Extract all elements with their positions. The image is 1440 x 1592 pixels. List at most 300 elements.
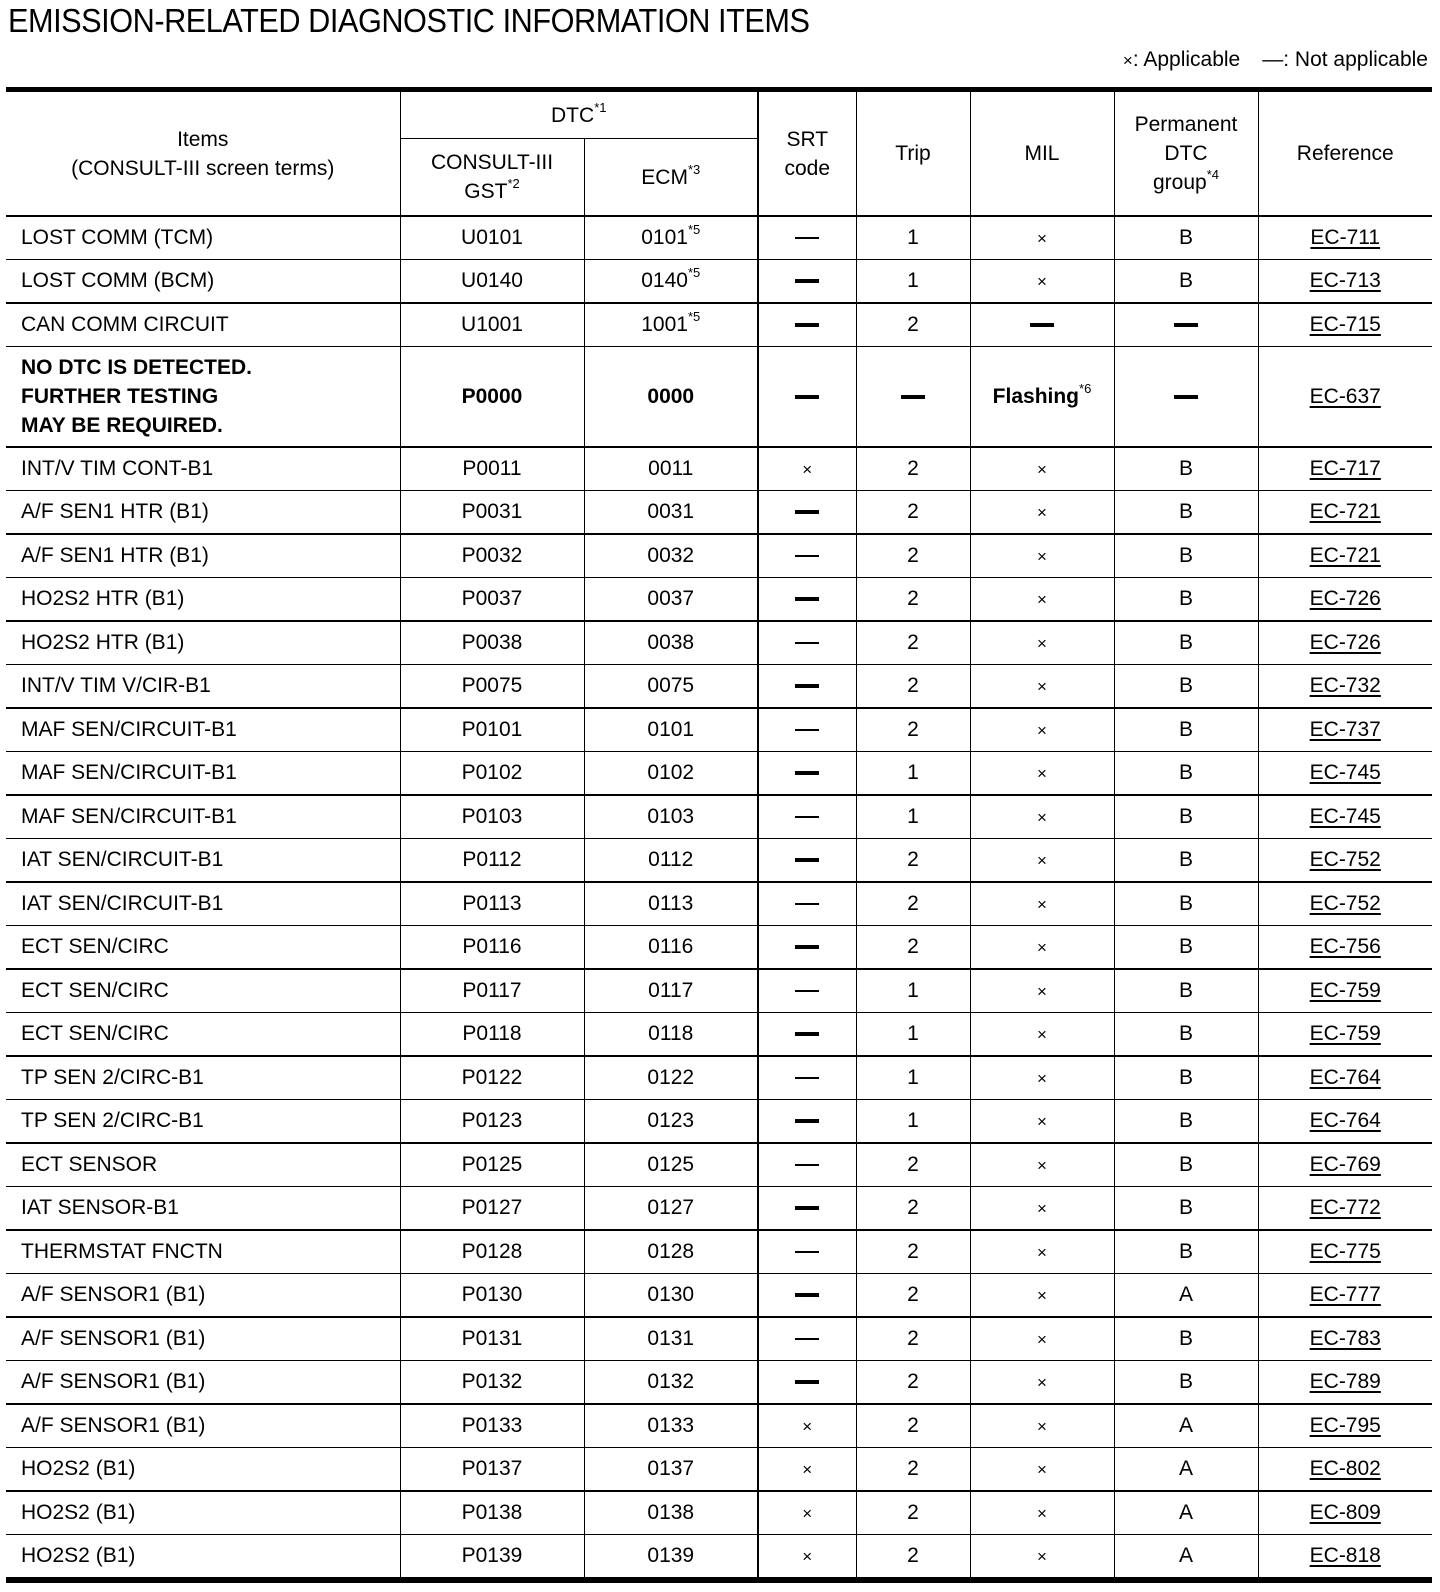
ecm-cell xyxy=(584,216,758,260)
trip-cell xyxy=(856,1013,970,1057)
reference-link[interactable]: EC-721 xyxy=(1309,544,1381,567)
ecm-cell xyxy=(584,708,758,752)
not-applicable-dash-icon xyxy=(795,1293,819,1297)
ecm-cell xyxy=(584,534,758,578)
applicable-x-icon: × xyxy=(1037,1025,1047,1044)
table-row xyxy=(6,491,1432,535)
table-body xyxy=(6,216,1432,1580)
permanent-dtc-group-cell xyxy=(1114,1230,1258,1274)
mil-cell xyxy=(970,491,1114,535)
mil-cell xyxy=(970,303,1114,347)
trip-cell xyxy=(856,1535,970,1581)
permanent-dtc-group-cell xyxy=(1114,216,1258,260)
trip-cell-value: 2 xyxy=(907,1544,919,1567)
trip-cell-value: 1 xyxy=(907,979,919,1002)
item-name: INT/V TIM CONT-B1 xyxy=(21,457,214,480)
reference-cell xyxy=(1258,216,1432,260)
table-row xyxy=(6,1491,1432,1535)
reference-cell xyxy=(1258,347,1432,448)
permanent-dtc-group-cell-value: B xyxy=(1178,1196,1193,1219)
dtc-ecm-code: 0038 xyxy=(647,631,695,654)
dtc-gst-code: P0130 xyxy=(461,1283,523,1306)
permanent-dtc-group-cell-value: B xyxy=(1178,1066,1193,1089)
trip-cell-value: 2 xyxy=(907,718,919,741)
trip-cell xyxy=(856,839,970,883)
trip-cell-value: 1 xyxy=(907,1066,919,1089)
srt-code-cell xyxy=(758,1056,856,1100)
srt-code-cell xyxy=(758,1230,856,1274)
item-name: IAT SEN/CIRCUIT-B1 xyxy=(21,848,224,871)
trip-cell-value: 2 xyxy=(907,587,919,610)
not-applicable-dash-icon xyxy=(795,903,819,905)
reference-link[interactable]: EC-759 xyxy=(1309,1022,1381,1045)
dtc-gst-code: U0140 xyxy=(461,269,523,292)
reference-link[interactable]: EC-726 xyxy=(1309,587,1381,610)
dtc-ecm-code: 0031 xyxy=(647,500,695,523)
page-title: EMISSION-RELATED DIAGNOSTIC INFORMATION ITEMS xyxy=(8,2,810,39)
applicable-x-icon: × xyxy=(1037,460,1047,479)
dtc-gst-code: P0127 xyxy=(461,1196,523,1219)
dtc-ecm-code: 1001 xyxy=(641,313,688,336)
trip-cell-value: 2 xyxy=(907,1501,919,1524)
reference-cell xyxy=(1258,1230,1432,1274)
mil-cell xyxy=(970,216,1114,260)
permanent-dtc-group-cell xyxy=(1114,260,1258,304)
item-name: MAF SEN/CIRCUIT-B1 xyxy=(21,718,237,741)
mil-cell xyxy=(970,1317,1114,1361)
dtc-ecm-code: 0112 xyxy=(648,848,694,871)
dtc-ecm-code: 0118 xyxy=(648,1022,694,1045)
item-name-cell xyxy=(6,578,400,622)
ecm-cell xyxy=(584,621,758,665)
not-applicable-dash-icon xyxy=(1174,395,1198,399)
dtc-ecm-code: 0101 xyxy=(647,718,695,741)
dtc-gst-code: P0116 xyxy=(462,935,522,958)
item-name-cell xyxy=(6,1491,400,1535)
item-name: A/F SEN1 HTR (B1) xyxy=(21,500,209,523)
mil-cell xyxy=(970,708,1114,752)
item-name-cell xyxy=(6,347,400,448)
table-row xyxy=(6,708,1432,752)
item-name-cell xyxy=(6,1100,400,1144)
item-name: ECT SEN/CIRC xyxy=(21,1022,169,1045)
srt-code-cell xyxy=(758,1491,856,1535)
mil-cell xyxy=(970,839,1114,883)
mil-cell xyxy=(970,665,1114,709)
item-name-cell xyxy=(6,1404,400,1448)
reference-link[interactable]: EC-637 xyxy=(1309,384,1381,408)
not-applicable-dash-icon xyxy=(795,945,819,949)
not-applicable-dash-icon xyxy=(795,1251,819,1253)
reference-link[interactable]: EC-802 xyxy=(1309,1457,1381,1480)
permanent-dtc-group-cell xyxy=(1114,447,1258,491)
item-name: HO2S2 HTR (B1) xyxy=(21,631,185,654)
applicable-x-icon: × xyxy=(1037,721,1047,740)
item-name: A/F SENSOR1 (B1) xyxy=(21,1283,206,1306)
trip-cell xyxy=(856,1230,970,1274)
srt-code-cell xyxy=(758,260,856,304)
dtc-gst-code: P0102 xyxy=(461,761,523,784)
consult-gst-cell xyxy=(400,1361,584,1405)
reference-link[interactable]: EC-717 xyxy=(1309,457,1381,480)
applicable-x-icon: × xyxy=(1037,1199,1047,1218)
applicable-x-icon: × xyxy=(1037,590,1047,609)
consult-gst-cell xyxy=(400,795,584,839)
trip-cell-value: 2 xyxy=(907,1457,919,1480)
trip-cell xyxy=(856,1404,970,1448)
item-name-cell xyxy=(6,665,400,709)
permanent-dtc-group-cell-value: A xyxy=(1178,1414,1193,1437)
dtc-ecm-code: 0117 xyxy=(648,979,694,1002)
permanent-dtc-group-cell xyxy=(1114,491,1258,535)
ecm-cell xyxy=(584,1317,758,1361)
reference-cell xyxy=(1258,1100,1432,1144)
srt-code-cell xyxy=(758,969,856,1013)
permanent-dtc-group-cell xyxy=(1114,621,1258,665)
dtc-gst-code: P0117 xyxy=(462,979,522,1002)
reference-link[interactable]: EC-721 xyxy=(1309,500,1381,523)
permanent-dtc-group-cell xyxy=(1114,1056,1258,1100)
item-name-cell xyxy=(6,882,400,926)
dtc-gst-code: P0128 xyxy=(461,1240,523,1263)
consult-gst-cell xyxy=(400,1013,584,1057)
trip-cell-value: 1 xyxy=(907,1109,919,1132)
applicable-label: : Applicable xyxy=(1132,48,1241,71)
item-name-cell xyxy=(6,839,400,883)
trip-cell-value: 2 xyxy=(907,1196,919,1219)
item-name: TP SEN 2/CIRC-B1 xyxy=(21,1066,204,1089)
reference-link[interactable]: EC-737 xyxy=(1309,718,1381,741)
trip-cell xyxy=(856,665,970,709)
header-consult-gst: CONSULT-III GST$^{*2}$ xyxy=(400,139,584,217)
dtc-gst-code: P0038 xyxy=(461,631,523,654)
srt-code-cell xyxy=(758,1013,856,1057)
reference-link[interactable]: EC-745 xyxy=(1309,761,1381,784)
permanent-dtc-group-cell xyxy=(1114,1448,1258,1492)
applicable-x-icon: × xyxy=(1037,895,1047,914)
table-row xyxy=(6,1274,1432,1318)
permanent-dtc-group-cell-value: B xyxy=(1178,500,1193,523)
srt-code-cell xyxy=(758,1448,856,1492)
table-row xyxy=(6,1013,1432,1057)
mil-cell xyxy=(970,621,1114,665)
mil-cell xyxy=(970,1404,1114,1448)
trip-cell xyxy=(856,1100,970,1144)
header-srt-code: SRT code xyxy=(758,90,856,217)
item-name-line: MAY BE REQUIRED. xyxy=(21,414,223,437)
trip-cell xyxy=(856,708,970,752)
srt-code-cell xyxy=(758,303,856,347)
permanent-dtc-group-cell xyxy=(1114,1274,1258,1318)
dtc-gst-code: P0137 xyxy=(461,1457,523,1480)
table-row xyxy=(6,839,1432,883)
ecm-cell xyxy=(584,1056,758,1100)
item-name: LOST COMM (BCM) xyxy=(21,269,215,292)
trip-cell xyxy=(856,1491,970,1535)
item-name: INT/V TIM V/CIR-B1 xyxy=(21,674,211,697)
reference-link[interactable]: EC-715 xyxy=(1309,313,1381,336)
consult-gst-cell xyxy=(400,1187,584,1231)
consult-gst-cell xyxy=(400,1100,584,1144)
permanent-dtc-group-cell xyxy=(1114,578,1258,622)
dtc-ecm-code: 0137 xyxy=(647,1457,695,1480)
permanent-dtc-group-cell-value: B xyxy=(1178,805,1193,828)
srt-code-cell xyxy=(758,708,856,752)
reference-link[interactable]: EC-772 xyxy=(1309,1196,1381,1219)
dtc-ecm-code: 0132 xyxy=(647,1370,695,1393)
item-name-cell xyxy=(6,216,400,260)
reference-link[interactable]: EC-752 xyxy=(1309,848,1381,871)
item-name-cell xyxy=(6,752,400,796)
consult-gst-cell xyxy=(400,969,584,1013)
dtc-gst-code: P0103 xyxy=(461,805,523,828)
header-mil: MIL xyxy=(970,90,1114,217)
dtc-ecm-code: 0127 xyxy=(647,1196,695,1219)
permanent-dtc-group-cell xyxy=(1114,1535,1258,1581)
trip-cell xyxy=(856,534,970,578)
ecm-cell xyxy=(584,303,758,347)
table-row xyxy=(6,1230,1432,1274)
reference-link[interactable]: EC-789 xyxy=(1309,1370,1381,1393)
item-name: IAT SENSOR-B1 xyxy=(21,1196,179,1219)
reference-link[interactable]: EC-783 xyxy=(1309,1327,1381,1350)
item-name: A/F SEN1 HTR (B1) xyxy=(21,544,209,567)
reference-link[interactable]: EC-713 xyxy=(1309,269,1381,292)
trip-cell xyxy=(856,752,970,796)
table-row xyxy=(6,347,1432,448)
permanent-dtc-group-cell xyxy=(1114,926,1258,970)
reference-link[interactable]: EC-759 xyxy=(1309,979,1381,1002)
item-name-cell xyxy=(6,1013,400,1057)
item-name-cell xyxy=(6,1274,400,1318)
consult-gst-cell xyxy=(400,1404,584,1448)
not-applicable-dash-icon xyxy=(795,771,819,775)
dtc-gst-code: P0101 xyxy=(461,718,523,741)
not-applicable-dash-icon xyxy=(795,729,819,731)
consult-gst-cell xyxy=(400,1230,584,1274)
reference-cell xyxy=(1258,926,1432,970)
dtc-ecm-code: 0075 xyxy=(647,674,695,697)
mil-cell xyxy=(970,1187,1114,1231)
mil-flashing: Flashing xyxy=(992,384,1080,408)
mil-cell xyxy=(970,1013,1114,1057)
ecm-cell xyxy=(584,752,758,796)
consult-gst-cell xyxy=(400,665,584,709)
reference-link[interactable]: EC-756 xyxy=(1309,935,1381,958)
reference-cell xyxy=(1258,795,1432,839)
reference-link[interactable]: EC-764 xyxy=(1309,1066,1381,1089)
applicable-x-icon: × xyxy=(1037,1460,1047,1479)
permanent-dtc-group-cell-value: A xyxy=(1178,1501,1193,1524)
applicable-x-icon: × xyxy=(802,1460,813,1479)
applicable-x-icon: × xyxy=(1037,677,1047,696)
item-name-cell xyxy=(6,447,400,491)
table-row xyxy=(6,926,1432,970)
reference-link[interactable]: EC-726 xyxy=(1309,631,1381,654)
not-applicable-dash-icon xyxy=(1174,323,1198,327)
permanent-dtc-group-cell xyxy=(1114,1491,1258,1535)
item-name-cell xyxy=(6,1317,400,1361)
reference-cell xyxy=(1258,1491,1432,1535)
trip-cell-value: 2 xyxy=(907,1370,919,1393)
reference-link[interactable]: EC-732 xyxy=(1309,674,1381,697)
reference-link[interactable]: EC-777 xyxy=(1309,1283,1381,1306)
consult-gst-cell xyxy=(400,1056,584,1100)
ecm-cell xyxy=(584,795,758,839)
mil-cell xyxy=(970,1230,1114,1274)
not-applicable-dash-icon xyxy=(795,237,819,239)
trip-cell xyxy=(856,926,970,970)
not-applicable-label: : Not applicable xyxy=(1283,48,1428,71)
applicable-x-icon: × xyxy=(1037,1069,1047,1088)
dtc-gst-code: P0031 xyxy=(461,500,523,523)
trip-cell xyxy=(856,882,970,926)
permanent-dtc-group-cell xyxy=(1114,534,1258,578)
table-row xyxy=(6,1361,1432,1405)
permanent-dtc-group-cell xyxy=(1114,1187,1258,1231)
reference-cell xyxy=(1258,1317,1432,1361)
reference-link[interactable]: EC-775 xyxy=(1309,1240,1381,1263)
srt-code-cell xyxy=(758,665,856,709)
mil-cell xyxy=(970,1143,1114,1187)
item-name-cell xyxy=(6,1187,400,1231)
permanent-dtc-group-cell xyxy=(1114,1013,1258,1057)
reference-cell xyxy=(1258,882,1432,926)
permanent-dtc-group-cell xyxy=(1114,1317,1258,1361)
trip-cell xyxy=(856,1448,970,1492)
table-row xyxy=(6,621,1432,665)
reference-link[interactable]: EC-809 xyxy=(1309,1501,1381,1524)
ecm-cell xyxy=(584,1143,758,1187)
reference-cell xyxy=(1258,1361,1432,1405)
permanent-dtc-group-cell-value: B xyxy=(1178,269,1193,292)
item-name: A/F SENSOR1 (B1) xyxy=(21,1327,206,1350)
applicable-x-icon: × xyxy=(1037,547,1047,566)
consult-gst-cell xyxy=(400,1535,584,1581)
reference-link[interactable]: EC-769 xyxy=(1309,1153,1381,1176)
item-name: HO2S2 (B1) xyxy=(21,1457,136,1480)
table-row xyxy=(6,1187,1432,1231)
permanent-dtc-group-cell xyxy=(1114,347,1258,448)
consult-gst-cell xyxy=(400,534,584,578)
mil-cell xyxy=(970,1361,1114,1405)
trip-cell-value: 2 xyxy=(907,1414,919,1437)
not-applicable-dash-icon xyxy=(795,510,819,514)
not-applicable-dash-icon xyxy=(795,323,819,327)
not-applicable-dash-icon xyxy=(1030,323,1054,327)
item-name-cell xyxy=(6,969,400,1013)
reference-cell xyxy=(1258,621,1432,665)
not-applicable-dash-icon xyxy=(795,279,819,283)
ecm-cell xyxy=(584,1013,758,1057)
trip-cell-value: 2 xyxy=(907,313,919,336)
dtc-gst-code: P0138 xyxy=(461,1501,523,1524)
reference-link[interactable]: EC-711 xyxy=(1310,226,1381,249)
applicable-x-icon: × xyxy=(1037,1243,1047,1262)
table-row xyxy=(6,216,1432,260)
consult-gst-cell xyxy=(400,882,584,926)
ecm-cell xyxy=(584,260,758,304)
reference-cell xyxy=(1258,1448,1432,1492)
mil-cell xyxy=(970,1535,1114,1581)
ecm-cell xyxy=(584,926,758,970)
srt-code-cell xyxy=(758,839,856,883)
reference-cell xyxy=(1258,969,1432,1013)
reference-link[interactable]: EC-818 xyxy=(1309,1544,1381,1567)
applicable-x-icon: × xyxy=(802,1547,813,1566)
not-applicable-dash-icon xyxy=(795,1380,819,1384)
trip-cell-value: 2 xyxy=(907,1240,919,1263)
permanent-dtc-group-cell-value: A xyxy=(1178,1283,1193,1306)
dtc-ecm-code: 0128 xyxy=(647,1240,695,1263)
reference-link[interactable]: EC-795 xyxy=(1309,1414,1381,1437)
trip-cell xyxy=(856,1361,970,1405)
reference-cell xyxy=(1258,1274,1432,1318)
reference-link[interactable]: EC-745 xyxy=(1309,805,1381,828)
mil-cell xyxy=(970,1491,1114,1535)
item-name: HO2S2 HTR (B1) xyxy=(21,587,185,610)
trip-cell xyxy=(856,1187,970,1231)
trip-cell-value: 1 xyxy=(907,761,919,784)
footnote-marker: *5 xyxy=(687,265,701,280)
permanent-dtc-group-cell-value: B xyxy=(1178,1327,1193,1350)
trip-cell-value: 2 xyxy=(907,1283,919,1306)
trip-cell-value: 1 xyxy=(907,805,919,828)
ecm-cell xyxy=(584,1361,758,1405)
trip-cell-value: 2 xyxy=(907,457,919,480)
permanent-dtc-group-cell xyxy=(1114,1361,1258,1405)
item-name: A/F SENSOR1 (B1) xyxy=(21,1370,206,1393)
ecm-cell xyxy=(584,578,758,622)
trip-cell-value: 2 xyxy=(907,674,919,697)
consult-gst-cell xyxy=(400,1143,584,1187)
ecm-cell xyxy=(584,969,758,1013)
applicable-x-icon: × xyxy=(1037,1504,1047,1523)
applicable-x-icon: × xyxy=(802,1504,813,1523)
header-trip: Trip xyxy=(856,90,970,217)
srt-code-cell xyxy=(758,1274,856,1318)
permanent-dtc-group-cell xyxy=(1114,303,1258,347)
consult-gst-cell xyxy=(400,216,584,260)
trip-cell xyxy=(856,795,970,839)
permanent-dtc-group-cell-value: B xyxy=(1178,1022,1193,1045)
reference-cell xyxy=(1258,303,1432,347)
reference-link[interactable]: EC-752 xyxy=(1309,892,1381,915)
dtc-gst-code: P0125 xyxy=(461,1153,523,1176)
trip-cell-value: 1 xyxy=(907,269,919,292)
dtc-gst-code: U0101 xyxy=(461,226,523,249)
dtc-ecm-code: 0138 xyxy=(647,1501,695,1524)
permanent-dtc-group-cell-value: B xyxy=(1178,848,1193,871)
trip-cell xyxy=(856,347,970,448)
table-row xyxy=(6,1317,1432,1361)
mil-cell xyxy=(970,1448,1114,1492)
consult-gst-cell xyxy=(400,1274,584,1318)
table-row xyxy=(6,795,1432,839)
item-name-cell xyxy=(6,1448,400,1492)
reference-cell xyxy=(1258,839,1432,883)
not-applicable-dash-icon xyxy=(795,858,819,862)
srt-code-cell xyxy=(758,1187,856,1231)
dtc-ecm-code: 0113 xyxy=(648,892,694,915)
table-row xyxy=(6,1404,1432,1448)
reference-link[interactable]: EC-764 xyxy=(1309,1109,1381,1132)
dtc-ecm-code: 0032 xyxy=(647,544,695,567)
trip-cell-value: 2 xyxy=(907,544,919,567)
ecm-cell xyxy=(584,1230,758,1274)
applicable-x-icon: × xyxy=(1037,272,1047,291)
applicable-x-icon: × xyxy=(802,460,813,479)
